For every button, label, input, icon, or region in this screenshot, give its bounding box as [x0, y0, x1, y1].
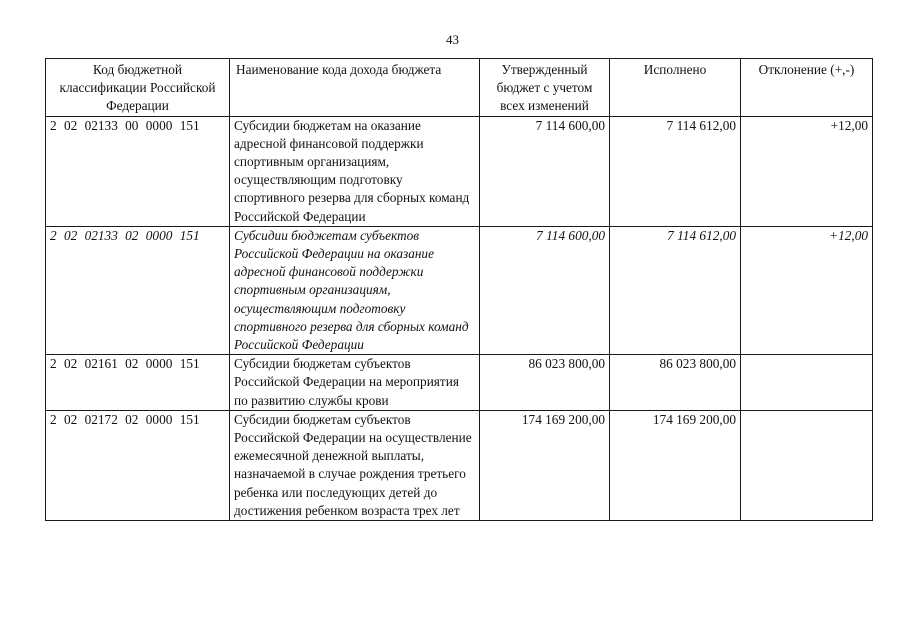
row-approved: 86 023 800,00: [480, 355, 610, 411]
row-deviation: [741, 355, 873, 411]
row-name: Субсидии бюджетам субъектов Российской Федерации на осуществление ежемесячной денежной выплаты, назначаемой в случае рождения третьего ребенка или последующих детей до достижения ребенком возраста трех лет: [230, 410, 480, 520]
table-row: [46, 116, 873, 226]
row-name: Субсидии бюджетам субъектов Российской Федерации на мероприятия по развитию службы крови: [230, 355, 480, 411]
budget-table: [45, 58, 873, 521]
row-approved: 174 169 200,00: [480, 410, 610, 520]
row-executed: 7 114 612,00: [610, 226, 741, 354]
table-row: [46, 355, 873, 411]
row-executed: 174 169 200,00: [610, 410, 741, 520]
header-name: Наименование кода дохода бюджета: [230, 59, 480, 117]
header-executed: Исполнено: [610, 59, 741, 117]
row-code: 2 02 02172 02 0000 151: [46, 410, 230, 520]
table-row: [46, 410, 873, 520]
header-code: Код бюджетной классификации Российской Федерации: [46, 59, 230, 117]
header-deviation: Отклонение (+,-): [741, 59, 873, 117]
row-executed: 7 114 612,00: [610, 116, 741, 226]
row-approved: 7 114 600,00: [480, 116, 610, 226]
row-name: Субсидии бюджетам на оказание адресной финансовой поддержки спортивным организациям, осуществляющим подготовку спортивного резерва для сборных команд Российской Федерации: [230, 116, 480, 226]
table-row: [46, 226, 873, 354]
row-name: Субсидии бюджетам субъектов Российской Федерации на оказание адресной финансовой поддержки спортивным организациям, осуществляющим подготовку спортивного резерва для сборных команд Российской Федерации: [230, 226, 480, 354]
table-header-row: [46, 59, 873, 117]
row-deviation: +12,00: [741, 226, 873, 354]
row-approved: 7 114 600,00: [480, 226, 610, 354]
row-code: 2 02 02133 02 0000 151: [46, 226, 230, 354]
page-number: 43: [446, 32, 459, 47]
row-executed: 86 023 800,00: [610, 355, 741, 411]
row-deviation: +12,00: [741, 116, 873, 226]
row-code: 2 02 02161 02 0000 151: [46, 355, 230, 411]
header-approved: Утвержденный бюджет с учетом всех изменений: [480, 59, 610, 117]
row-code: 2 02 02133 00 0000 151: [46, 116, 230, 226]
row-deviation: [741, 410, 873, 520]
